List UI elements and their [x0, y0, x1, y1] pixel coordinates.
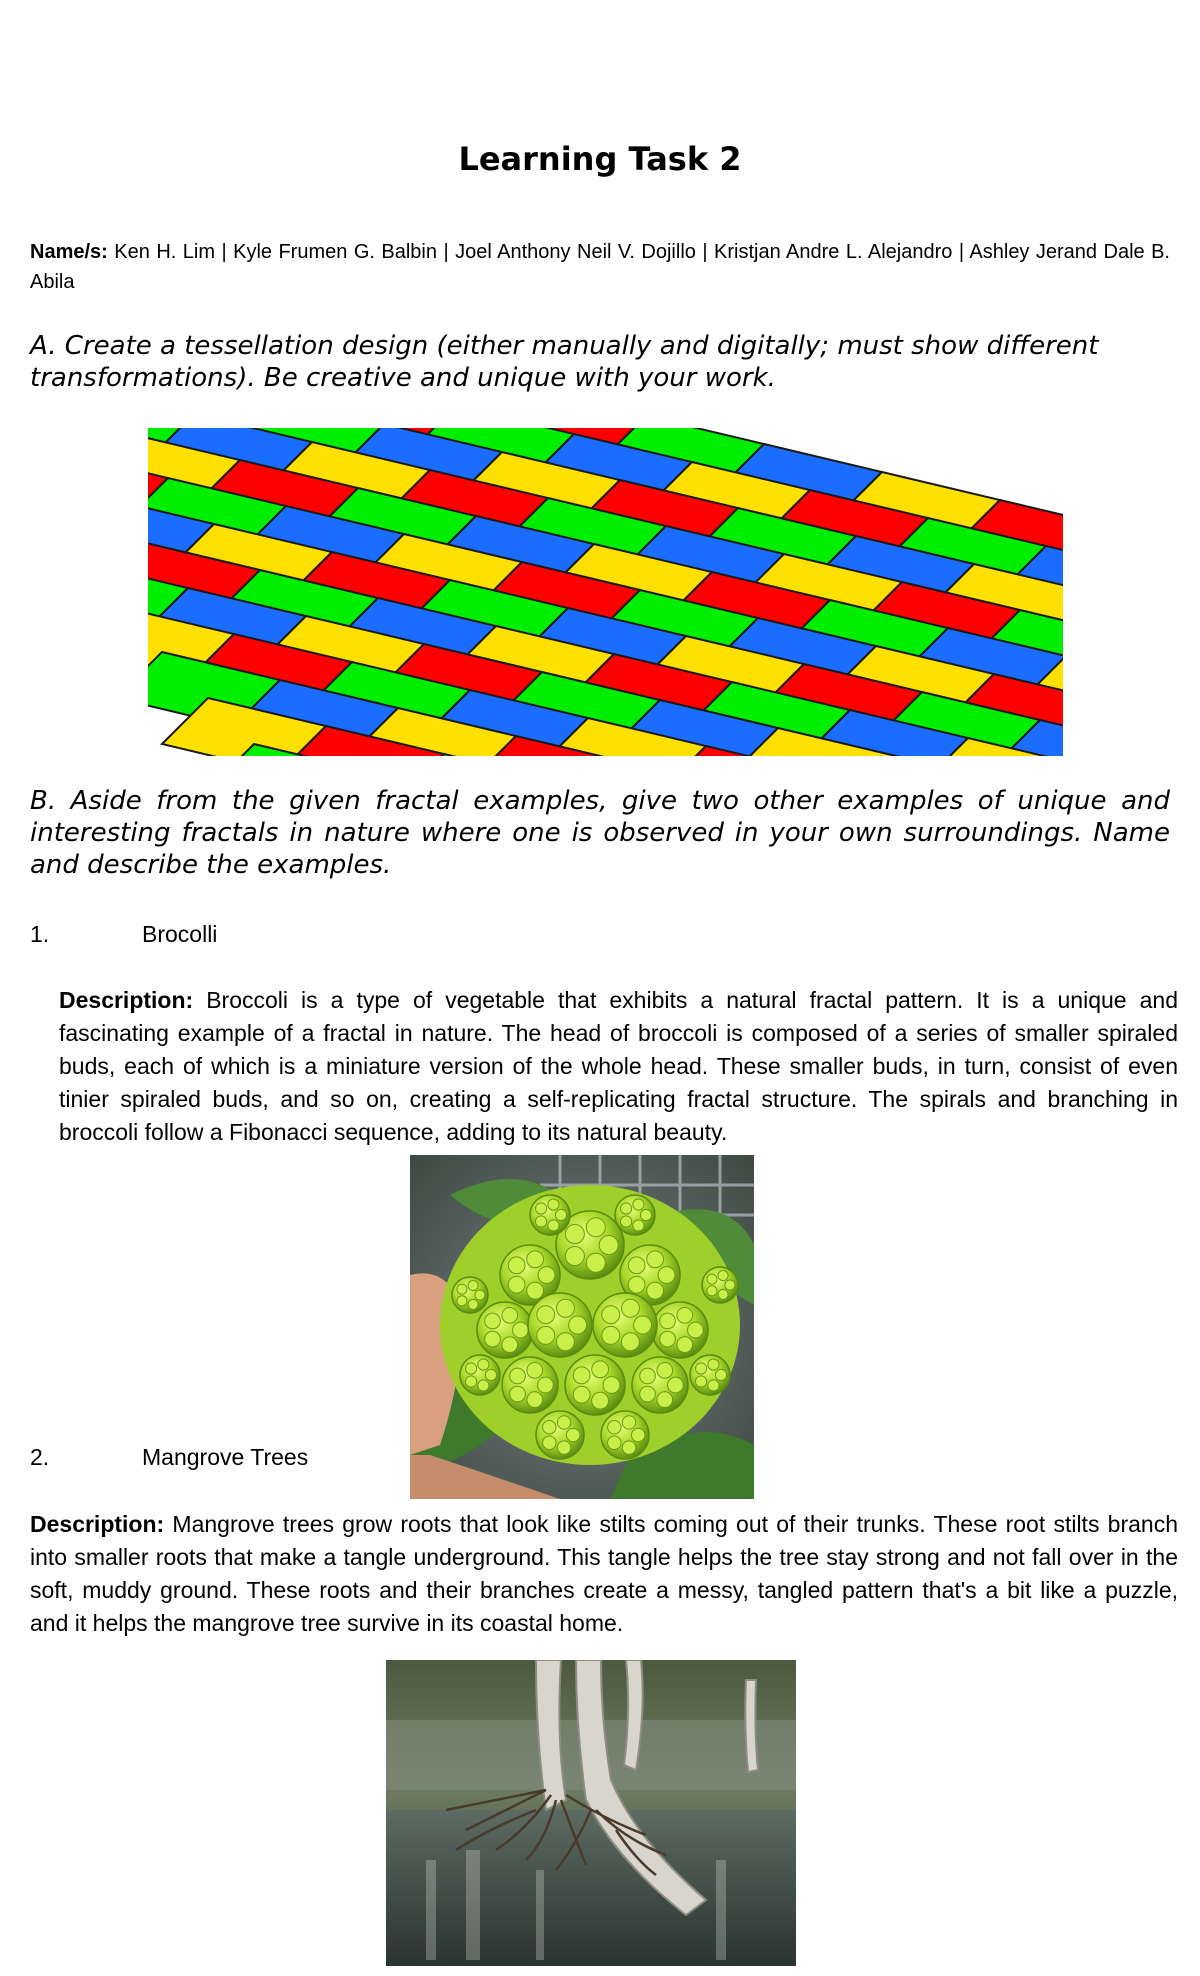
page-title: Learning Task 2: [458, 140, 742, 178]
broccoli-illustration: [410, 1155, 754, 1499]
broccoli-bud: [668, 1377, 684, 1393]
broccoli-bud: [657, 1392, 673, 1408]
broccoli-bud: [658, 1267, 675, 1284]
broccoli-bud: [647, 1251, 664, 1268]
broccoli-bud: [536, 1216, 547, 1227]
broccoli-bud: [555, 1209, 566, 1220]
broccoli-bud: [508, 1276, 525, 1293]
names-value: Ken H. Lim | Kyle Frumen G. Balbin | Joel Anthony Neil V. Dojillo | Kristjan Andre L. Alejandro | Ashley Jerand Dale B. Abila: [30, 241, 1170, 293]
broccoli-bud: [696, 1376, 707, 1387]
broccoli-bud: [660, 1331, 676, 1347]
section-a-prompt: A. Create a tessellation design (either manually and digitally; must show different transformations). Be creative and unique with your work.: [30, 331, 1099, 393]
broccoli-bud: [502, 1337, 518, 1353]
broccoli-bud: [622, 1416, 635, 1429]
broccoli-bud: [633, 1220, 644, 1231]
broccoli-bud: [647, 1282, 664, 1299]
broccoli-bud: [537, 1326, 555, 1344]
names-line: [30, 237, 1170, 297]
broccoli-bud: [631, 1428, 644, 1441]
broccoli-bud: [602, 1326, 620, 1344]
broccoli-bud: [622, 1441, 635, 1454]
example-2-number: 2.: [30, 1444, 50, 1470]
broccoli-bud: [543, 1421, 556, 1434]
broccoli-bud: [466, 1363, 477, 1374]
names-label: Name/s:: [30, 241, 108, 263]
broccoli-bud: [586, 1253, 605, 1272]
example-1-desc-text: Broccoli is a type of vegetable that exhibits a natural fractal pattern. It is a unique and fascinating example of a fractal in nature. The head of broccoli is composed of a series of smaller spiraled buds, each of which is a miniature version of the whole head. These smaller buds, in turn, consist of even tinier spiraled buds, and so on, creating a self-replicating fractal structure. The spirals and branching in broccoli follow a Fibonacci sequence, adding to its natural beauty.: [59, 987, 1178, 1145]
example-2-desc-label: Description:: [30, 1511, 165, 1537]
broccoli-bud: [527, 1282, 544, 1299]
example-1-number: 1.: [30, 921, 50, 947]
broccoli-bud: [468, 1281, 478, 1291]
broccoli-bud: [599, 1235, 618, 1254]
broccoli-bud: [592, 1392, 609, 1409]
example-2-desc-text: Mangrove trees grow roots that look like stilts coming out of their trunks. These root stilts branch into smaller roots that make a tangle underground. This tangle helps the tree stay strong and not fall over in the soft, muddy ground. These roots and their branches create a messy, tangled pattern that's a bit like a puzzle, and it helps the mangrove tree survive in its coastal home.: [30, 1511, 1178, 1636]
broccoli-bud: [633, 1199, 644, 1210]
example-2-description: [30, 1508, 1178, 1640]
broccoli-bud: [640, 1386, 656, 1402]
tessellation-figure: [148, 428, 1063, 756]
broccoli-bud: [468, 1299, 478, 1309]
romanesco-broccoli-photo: [410, 1155, 754, 1499]
broccoli-bud: [556, 1333, 574, 1351]
broccoli-bud: [688, 1322, 704, 1338]
broccoli-bud: [718, 1271, 728, 1281]
example-1-name: Brocolli: [142, 921, 218, 947]
broccoli-bud: [640, 1368, 656, 1384]
broccoli-bud: [536, 1203, 547, 1214]
broccoli-bud: [502, 1308, 518, 1324]
broccoli-bud: [608, 1421, 621, 1434]
broccoli-bud: [696, 1363, 707, 1374]
broccoli-bud: [527, 1363, 543, 1379]
broccoli-bud: [557, 1416, 570, 1429]
broccoli-bud: [556, 1299, 574, 1317]
broccoli-bud: [602, 1306, 620, 1324]
example-1-desc-label: Description:: [59, 987, 194, 1013]
broccoli-bud: [573, 1386, 590, 1403]
broccoli-bud: [621, 1203, 632, 1214]
broccoli-bud: [621, 1299, 639, 1317]
broccoli-bud: [566, 1428, 579, 1441]
broccoli-bud: [707, 1286, 717, 1296]
broccoli-bud: [565, 1224, 584, 1243]
example-1-description: [59, 984, 1178, 1149]
broccoli-bud: [621, 1333, 639, 1351]
broccoli-bud: [557, 1441, 570, 1454]
broccoli-bud: [708, 1359, 719, 1370]
broccoli-bud: [478, 1380, 489, 1391]
broccoli-bud: [537, 1306, 555, 1324]
example-2-name: Mangrove Trees: [142, 1444, 309, 1470]
broccoli-bud: [725, 1280, 735, 1290]
broccoli-bud: [592, 1361, 609, 1378]
broccoli-bud: [527, 1251, 544, 1268]
broccoli-bud: [718, 1289, 728, 1299]
broccoli-bud: [608, 1436, 621, 1449]
broccoli-bud: [677, 1308, 693, 1324]
broccoli-bud: [466, 1376, 477, 1387]
broccoli-bud: [478, 1359, 489, 1370]
broccoli-bud: [538, 1377, 554, 1393]
tessellation-svg: [148, 428, 1063, 756]
broccoli-bud: [475, 1290, 485, 1300]
broccoli-bud: [457, 1284, 467, 1294]
broccoli-bud: [569, 1316, 587, 1334]
broccoli-bud: [543, 1436, 556, 1449]
broccoli-bud: [640, 1209, 651, 1220]
broccoli-bud: [513, 1322, 529, 1338]
broccoli-bud: [527, 1392, 543, 1408]
broccoli-bud: [565, 1246, 584, 1265]
broccoli-bud: [508, 1257, 525, 1274]
broccoli-bud: [708, 1380, 719, 1391]
broccoli-bud: [548, 1199, 559, 1210]
broccoli-bud: [634, 1316, 652, 1334]
broccoli-bud: [586, 1218, 605, 1237]
mangrove-illustration: [386, 1660, 796, 1966]
broccoli-bud: [573, 1367, 590, 1384]
broccoli-bud: [548, 1220, 559, 1231]
broccoli-bud: [628, 1276, 645, 1293]
broccoli-bud: [677, 1337, 693, 1353]
mangrove-roots-photo: [386, 1660, 796, 1966]
broccoli-bud: [660, 1313, 676, 1329]
broccoli-bud: [457, 1296, 467, 1306]
broccoli-bud: [603, 1377, 620, 1394]
broccoli-bud: [485, 1313, 501, 1329]
broccoli-bud: [715, 1369, 726, 1380]
section-b-prompt: B. Aside from the given fractal examples, give two other examples of unique and interesting fractals in nature where one is observed in your own surroundings. Name and describe the examples.: [30, 786, 1170, 880]
broccoli-bud: [707, 1274, 717, 1284]
broccoli-bud: [485, 1331, 501, 1347]
broccoli-bud: [621, 1216, 632, 1227]
broccoli-bud: [538, 1267, 555, 1284]
broccoli-bud: [510, 1368, 526, 1384]
broccoli-bud: [628, 1257, 645, 1274]
broccoli-bud: [510, 1386, 526, 1402]
broccoli-bud: [657, 1363, 673, 1379]
broccoli-bud: [485, 1369, 496, 1380]
